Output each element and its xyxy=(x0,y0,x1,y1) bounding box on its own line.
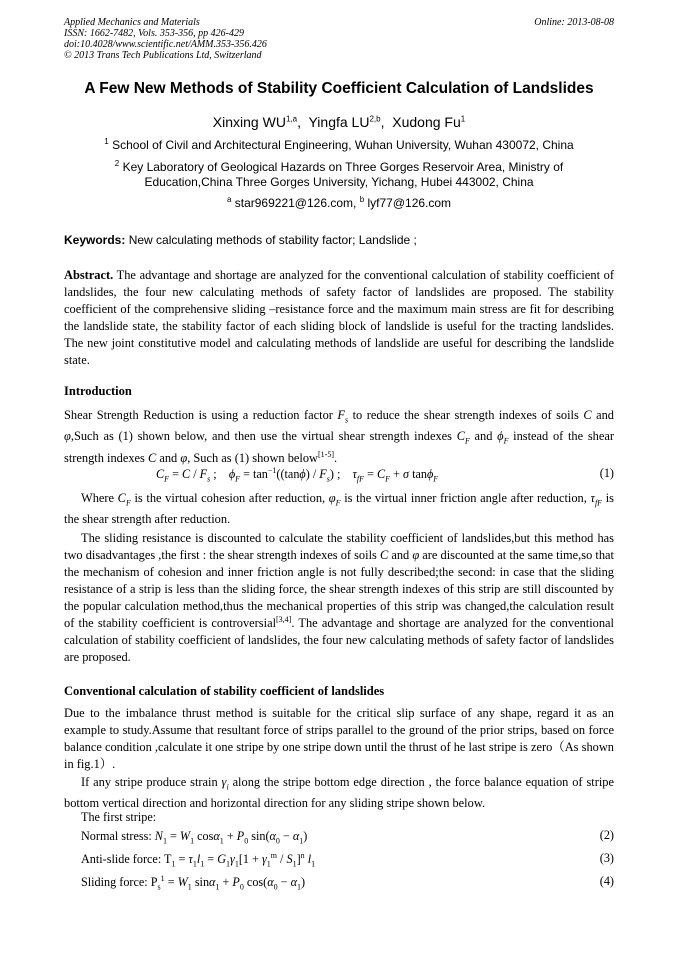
author-sup: 1,a xyxy=(285,114,298,124)
email-sup: a xyxy=(226,195,232,204)
intro-paragraph xyxy=(64,490,614,528)
abstract-label: Abstract. xyxy=(64,268,114,282)
email-link[interactable]: star969221@126.com, xyxy=(234,196,357,210)
math-symbol: $\gamma_i$ xyxy=(221,775,229,792)
text-run: ,Such as (1) shown below, and then use the virtual shear strength indexes xyxy=(70,429,452,444)
journal-header xyxy=(64,17,267,61)
equation-label: Anti-slide force: xyxy=(81,852,162,866)
text-run: and xyxy=(391,548,410,562)
math-symbol: φ xyxy=(412,548,420,562)
author-list: Xinxing WU$^{1,a}$, Yingfa LU$^{2,b}$, Xudong Fu$^1$ xyxy=(212,114,466,130)
email-link[interactable]: lyf77@126.com xyxy=(367,196,452,210)
math-symbol: φ xyxy=(64,429,71,444)
section-heading: Introduction xyxy=(64,384,132,398)
first-stripe-label: The first stripe: xyxy=(81,810,157,824)
text-run: is the virtual cohesion after reduction, xyxy=(134,491,326,505)
conventional-paragraph xyxy=(64,774,614,812)
equation-label: Normal stress: xyxy=(81,829,152,843)
section-heading: Conventional calculation of stability coefficient of landslides xyxy=(64,684,385,698)
affiliation-2 xyxy=(70,160,608,190)
text-run: Shear Strength Reduction is using a reduction factor xyxy=(64,408,333,422)
math-symbol: $\phi_F$ xyxy=(497,429,509,446)
abstract xyxy=(64,267,614,369)
text-run: instead of the shear strength indexes xyxy=(64,429,614,465)
equation-number: (4) xyxy=(599,874,614,888)
abstract-text: The advantage and shortage are analyzed for the conventional calculation of stability coefficient of landslides, the four new calculating methods of safety factor of landslides are proposed. The stability coefficient of the comprehensive sliding –resistance force and the maximum main stress are fit for describing the landslide state, the stability factor of each sliding block of landslide is useful for the tracting landslides. The new joint constitutive model and calculating methods of landslide are useful for describing the landslide state. xyxy=(64,268,614,367)
text-run: Where xyxy=(81,491,115,505)
journal-name: Applied Mechanics and Materials xyxy=(64,17,200,28)
text-run: to reduce the shear strength indexes of soils xyxy=(352,408,579,422)
text-run: is the shear strength after reduction. xyxy=(64,491,614,527)
text-run: If any stripe produce strain xyxy=(81,775,218,789)
equation-1: $C_F = C / F_s$ ; $\phi_F = \tan^{-1}((\tan\phi) / F_s)$ ; $\tau_{fF} = C_F + \sigma$ tanϕ$_F$ xyxy=(156,465,439,484)
text-run: and xyxy=(159,450,178,465)
conventional-paragraph: Due to the imbalance thrust method is suitable for the critical slip surface of any shape, regard it as an example to study.Assume that resultant force of strips parallel to the ground of the prior strips, based on force balance condition ,calculate it one stripe by one stripe down until the thrust of he last stripe is zero（As shown in fig.1）. xyxy=(64,706,614,771)
paper-title: A Few New Methods of Stability Coefficient Calculation of Landslides xyxy=(84,80,594,97)
author-name: Xinxing WU xyxy=(212,114,286,130)
equation-number: (1) xyxy=(599,466,614,480)
text-run: and xyxy=(474,429,493,444)
text-run: The sliding resistance is discounted to calculate the stability coefficient of landslides,but this method has two disadvantages ,the first : the shear strength indexes of soils xyxy=(64,531,614,562)
issn-line: ISSN: 1662-7482, Vols. 353-356, pp 426-429 xyxy=(64,28,244,39)
online-date: Online: 2013-08-08 xyxy=(534,17,614,28)
author-name: Xudong Fu xyxy=(392,114,461,130)
citation[interactable]: [1-5] xyxy=(318,449,334,459)
affiliation-sup: 2 xyxy=(114,159,120,168)
keywords-text: New calculating methods of stability factor; Landslide ; xyxy=(128,233,417,247)
author-sup: 2,b xyxy=(369,114,381,124)
affiliation-1 xyxy=(70,138,608,153)
text-run: . The advantage and shortage are analyzed for the conventional calculation of stability coefficient of landslides, the four new calculating methods of safety factor of landslides are proposed. xyxy=(64,616,614,664)
author-name: Yingfa LU xyxy=(308,114,370,130)
affiliation-text: School of Civil and Architectural Engineering, Wuhan University, Wuhan 430072, China xyxy=(112,138,574,152)
email-line xyxy=(70,196,608,211)
citation[interactable]: [3,4] xyxy=(276,614,292,624)
doi-line: doi:10.4028/www.scientific.net/AMM.353-356.426 xyxy=(64,39,267,50)
math-symbol: $F_s$ xyxy=(337,408,349,425)
text-run: along the stripe bottom edge direction , the force balance equation of stripe bottom vertical direction and horizontal direction for any sliding stripe shown below. xyxy=(64,775,614,811)
equation-number: (3) xyxy=(599,851,614,865)
copyright-line: © 2013 Trans Tech Publications Ltd, Switzerland xyxy=(64,50,262,61)
math-symbol: $C_F$ xyxy=(456,429,470,446)
keywords xyxy=(64,233,417,247)
text-run: , Such as (1) shown below xyxy=(187,450,318,465)
equation-number: (2) xyxy=(599,828,614,842)
math-symbol: $C_F$ xyxy=(117,491,131,508)
text-run: are discounted at the same time,so that the mechanism of cohesion and inner friction angle is not fully described;the second: in case that the sliding resistance of a strip is less than the sliding force, the shear strength indexes of this strip are still discounted by the popular calculation method,thus the mechanical properties of this strip was changed,the calculation result of the stability coefficient is controversial xyxy=(64,548,614,630)
text-run: is the virtual inner friction angle after reduction, xyxy=(344,491,587,505)
email-sup: b xyxy=(359,195,365,204)
keywords-label: Keywords: xyxy=(64,233,126,247)
equation-3: Anti-slide force: $T_1 = \tau_1l_1 = G_1\gamma_1[1 + \gamma_1^m / S_1]^n$ $l_1$ xyxy=(81,850,316,869)
equation-2: Normal stress: $N_1 = W_1$ $\cos\alpha_1 + P_0$ $\sin(\alpha_0 - \alpha_1)$ xyxy=(81,829,308,846)
affiliation-sup: 1 xyxy=(104,137,109,146)
math-symbol: $\varphi_F$ xyxy=(328,491,341,508)
affiliation-text: Key Laboratory of Geological Hazards on Three Gorges Reservoir Area, Ministry of Education,China Three Gorges University, Yichang, Hubei 443002, China xyxy=(122,160,564,189)
math-symbol: φ xyxy=(180,450,188,465)
equation-label: Sliding force: xyxy=(81,875,148,889)
text-run: and xyxy=(596,408,614,422)
intro-paragraph: Shear Strength Reduction is using a reduction factor $F_s$ to reduce the shear strength indexes of soils C and φ,Such as (1) shown below, and then use the virtual shear strength indexes $C_F$ and $\phi_F$ instead of the shear strength indexes C and φ, Such as (1) shown below[1-5]. xyxy=(64,408,614,465)
math-symbol: C xyxy=(583,408,592,422)
intro-paragraph xyxy=(64,530,614,666)
math-symbol: C xyxy=(147,450,157,465)
math-symbol: C xyxy=(379,548,389,562)
math-symbol: $\tau_{fF}$ xyxy=(590,491,603,508)
equation-4: Sliding force: $P_s^1 = W_1$ $\sin\alpha_1 + P_0$ $\cos(\alpha_0 - \alpha_1)$ xyxy=(81,873,306,892)
author-sup: 1 xyxy=(460,114,466,124)
